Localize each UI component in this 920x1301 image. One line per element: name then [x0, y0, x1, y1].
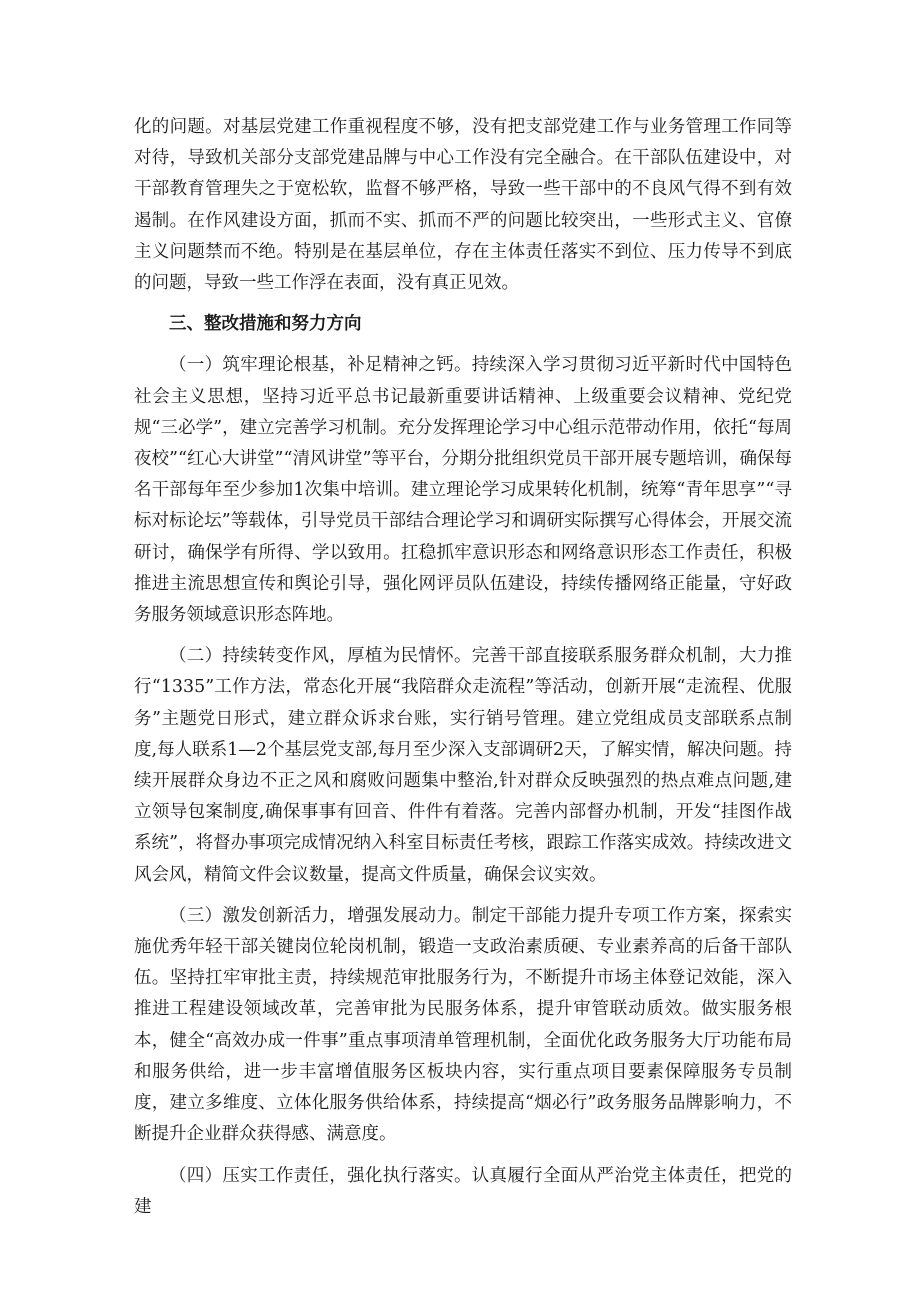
paragraph-item-4: （四）压实工作责任，强化执行落实。认真履行全面从严治党主体责任，把党的建	[134, 1165, 792, 1217]
paragraph-continuation: 化的问题。对基层党建工作重视程度不够，没有把支部党建工作与业务管理工作同等对待，导致机关部分支部党建品牌与中心工作没有完全融合。在干部队伍建设中，对干部教育管理失之于宽松软，监督不够严格，导致一些干部中的不良风气得不到有效遏制。在作风建设方面，抓而不实、抓而不严的问题比较突出，一些形式主义、官僚主义问题禁而不绝。特别是在基层单位，存在主体责任落实不到位、压力传导不到底的问题，导致一些工作浮在表面，没有真正见效。	[134, 117, 792, 294]
paragraph-item-1: （一）筑牢理论根基，补足精神之钙。持续深入学习贯彻习近平新时代中国特色社会主义思想，坚持习近平总书记最新重要讲话精神、上级重要会议精神、党纪党规“三必学”，建立完善学习机制。充分发挥理论学习中心组示范带动作用，依托“每周夜校”“红心大讲堂”“清风讲堂”等平台，分期分批组织党员干部开展专题培训，确保每名干部每年至少参加1次集中培训。建立理论学习成果转化机制，统筹“青年思享”“寻标对标论坛”等载体，引导党员干部结合理论学习和调研实际撰写心得体会，开展交流研讨，确保学有所得、学以致用。扛稳抓牢意识形态和网络意识形态工作责任，积极推进主流思想宣传和舆论引导，强化网评员队伍建设，持续传播网络正能量，守好政务服务领域意识形态阵地。	[134, 355, 792, 626]
document-page	[134, 112, 792, 1223]
section-heading: 三、整改措施和努力方向	[169, 314, 362, 335]
paragraph-item-2: （二）持续转变作风，厚植为民情怀。完善干部直接联系服务群众机制，大力推行“1335”工作方法，常态化开展“我陪群众走流程”等活动，创新开展“走流程、优服务”主题党日形式，建立群众诉求台账，实行销号管理。建立党组成员支部联系点制度,每人联系1—2个基层党支部,每月至少深入支部调研2天，了解实情，解决问题。持续开展群众身边不正之风和腐败问题集中整治,针对群众反映强烈的热点难点问题,建立领导包案制度,确保事事有回音、件件有着落。完善内部督办机制，开发“挂图作战系统”，将督办事项完成情况纳入科室目标责任考核，跟踪工作落实成效。持续改进文风会风，精简文件会议数量，提高文件质量，确保会议实效。	[134, 646, 792, 885]
paragraph-item-3: （三）激发创新活力，增强发展动力。制定干部能力提升专项工作方案，探索实施优秀年轻干部关键岗位轮岗机制，锻造一支政治素质硬、专业素养高的后备干部队伍。坚持扛牢审批主责，持续规范审批服务行为，不断提升市场主体登记效能，深入推进工程建设领域改革，完善审批为民服务体系，提升审管联动质效。做实服务根本，健全“高效办成一件事”重点事项清单管理机制，全面优化政务服务大厅功能布局和服务供给，进一步丰富增值服务区板块内容，实行重点项目要素保障服务专员制度，建立多维度、立体化服务供给体系，持续提高“烟必行”政务服务品牌影响力，不断提升企业群众获得感、满意度。	[134, 905, 792, 1145]
